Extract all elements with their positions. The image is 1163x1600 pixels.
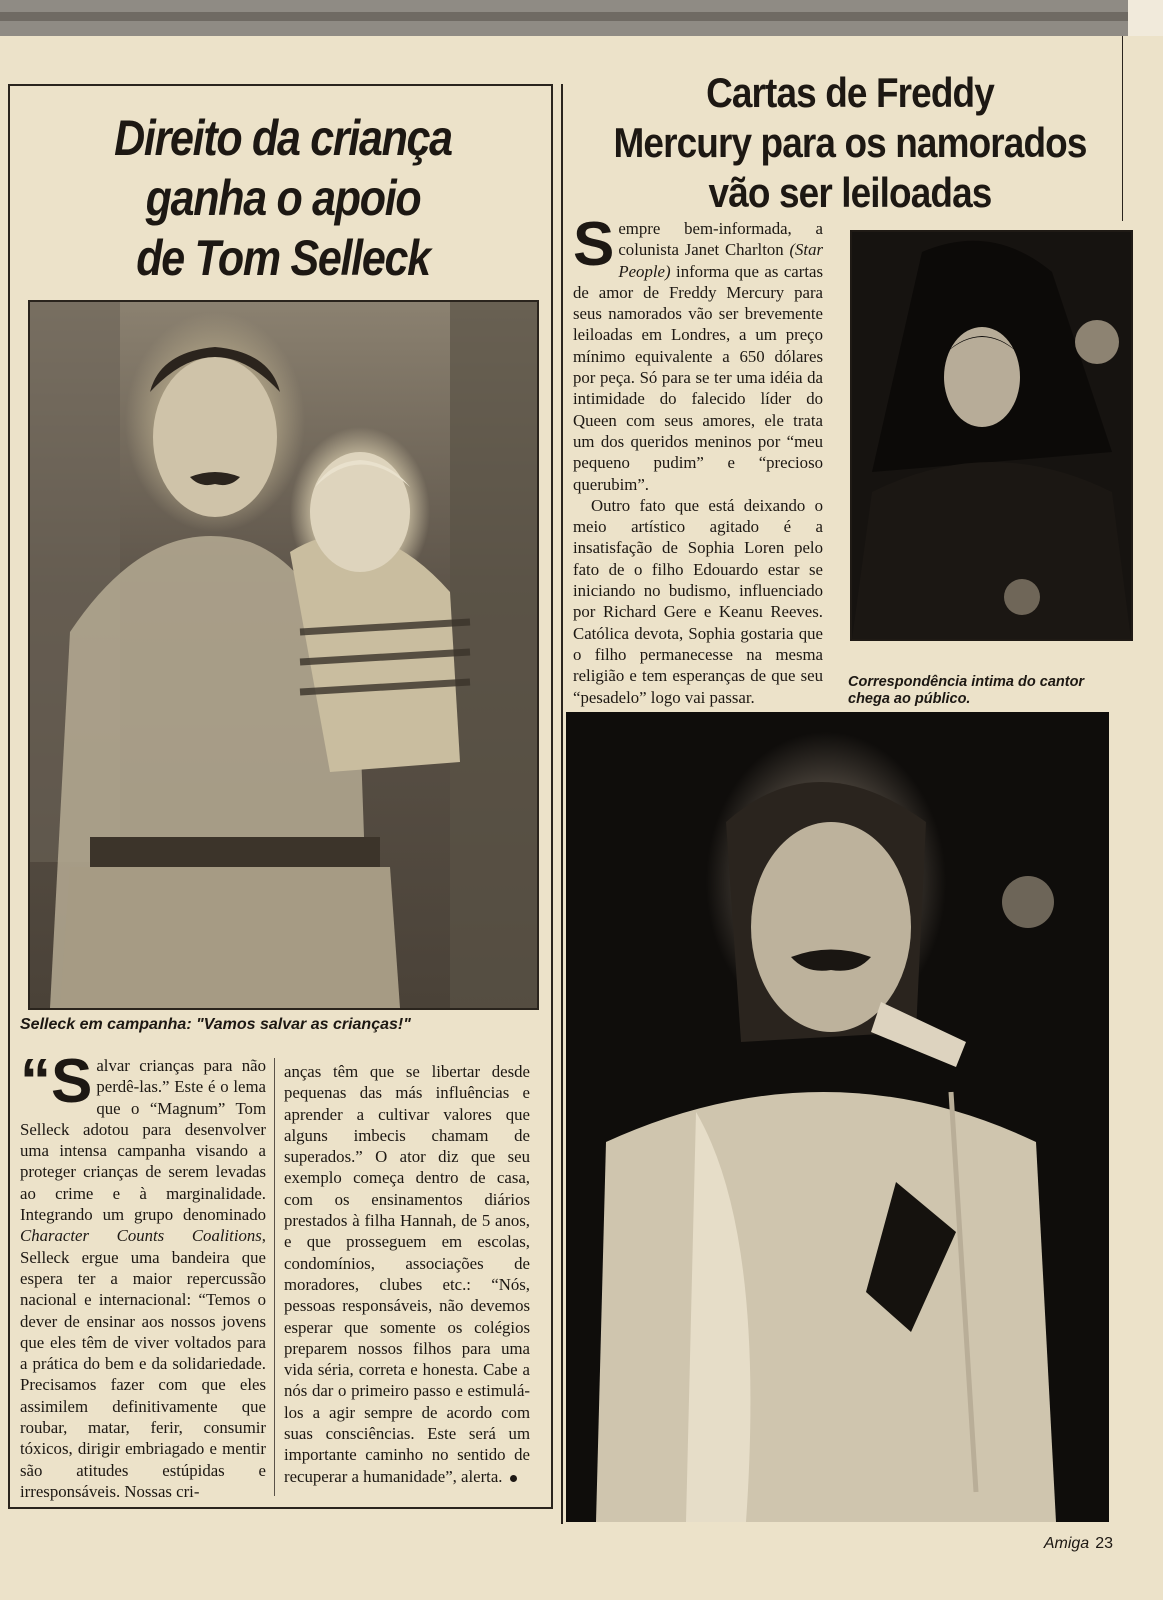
left-col1-text-rest: , Selleck ergue uma bandeira que espera ter a maior repercussão nacional e internacional: “Temos o dever de ensinar aos nossos jovens que eles têm de viver voltados para a prática do bem e da solidariedade. Precisamos fazer com que eles assimilem definitivamente que roubar, matar, ferir, consumir tóxicos, dirigir embriagado e mentir são atitudes estúpidas e irresponsáveis. Nossas cri-: [20, 1226, 266, 1501]
page-edge: [1128, 0, 1163, 36]
right-paragraph-1: [573, 210, 823, 495]
left-col1-italic: Character Counts Coalitions: [20, 1226, 262, 1246]
page-folio: [1044, 1535, 1113, 1553]
right-column: [573, 210, 823, 708]
left-col2-paragraph: [284, 1061, 530, 1487]
right-rule: [1122, 36, 1123, 221]
left-paragraph: [20, 1047, 266, 1502]
left-col2-text: anças têm que se libertar desde pequenas das más influências e aprender a cultivar valores que alguns imbecis chamam de superados.” O ator diz que seu exemplo começa dentro de casa, com os ensinamentos diários prestados à filha Hannah, de 5 anos, e que prosseguem em escolas, condomínios, associações de moradores, clubes etc.: “Nós, pessoas responsáveis, não devemos esperar que somente os colégios preparem nossos filhos para uma vida séria, correta e honesta. Cabe a nós dar o primeiro passo e estimulá-los a agir sempre de acordo com suas consciências. Este será um importante caminho no sentido de recuperar a humanidade”, alerta.: [284, 1062, 530, 1486]
left-col1-text: alvar crianças para não perdê-las.” Este é o lema que o “Magnum” Tom Selleck adotou para desenvolver uma intensa campanha visando a proteger crianças de serem levadas ao crime e à marginalidade. Integrando um grupo denominado: [20, 1056, 266, 1225]
selleck-photo: [28, 300, 539, 1010]
right-paragraph-2: Outro fato que está deixando o meio artístico agitado é a insatisfação de Sophia Loren pelo fato de o filho Edouardo estar se iniciando no budismo, influenciado por Richard Gere e Keanu Reeves. Católica devota, Sophia gostaria que o filho permanecesse na mesma religião e tem esperanças de que seu “pesadelo” logo vai passar.: [573, 495, 823, 707]
right-p1-italic: (Star People): [618, 240, 823, 281]
right-dropcap: S: [573, 210, 615, 279]
left-column-1: [20, 1047, 266, 1502]
selleck-photo-caption: Selleck em campanha: "Vamos salvar as crianças!": [20, 1016, 411, 1033]
center-column-rule: [561, 84, 563, 1524]
right-headline: Cartas de Freddy Mercury para os namorados vão ser leiloadas: [613, 69, 1087, 216]
freddie-mercury-photo: [566, 712, 1109, 1522]
page-number: 23: [1095, 1535, 1113, 1552]
end-of-article-mark: [510, 1475, 517, 1482]
sophia-loren-photo: [850, 230, 1133, 641]
left-column-divider: [274, 1058, 275, 1496]
left-column-2: [284, 1061, 530, 1487]
left-dropcap: “S: [20, 1047, 93, 1116]
right-p1-text: empre bem-informada, a colunista Janet Charlton: [618, 219, 823, 260]
loren-photo-caption: Correspondência intima do cantor chega ao público.: [848, 674, 1085, 707]
left-headline: Direito da criança ganha o apoio de Tom Selleck: [114, 110, 452, 286]
top-rule: [0, 12, 1128, 21]
right-p1-text-rest: informa que as cartas de amor de Freddy Mercury para seus namorados vão ser brevemente leiloadas em Londres, a um preço mínimo equivalente a 650 dólares por peça. Só para se ter uma idéia da intimidade do falecido líder do Queen com seus amores, ele trata um dos queridos meninos por “meu pequeno pudim” e “precioso querubim”.: [573, 261, 823, 494]
magazine-name: Amiga: [1043, 1535, 1090, 1552]
left-article-box: [8, 84, 553, 1509]
top-scan-band: [0, 0, 1163, 36]
